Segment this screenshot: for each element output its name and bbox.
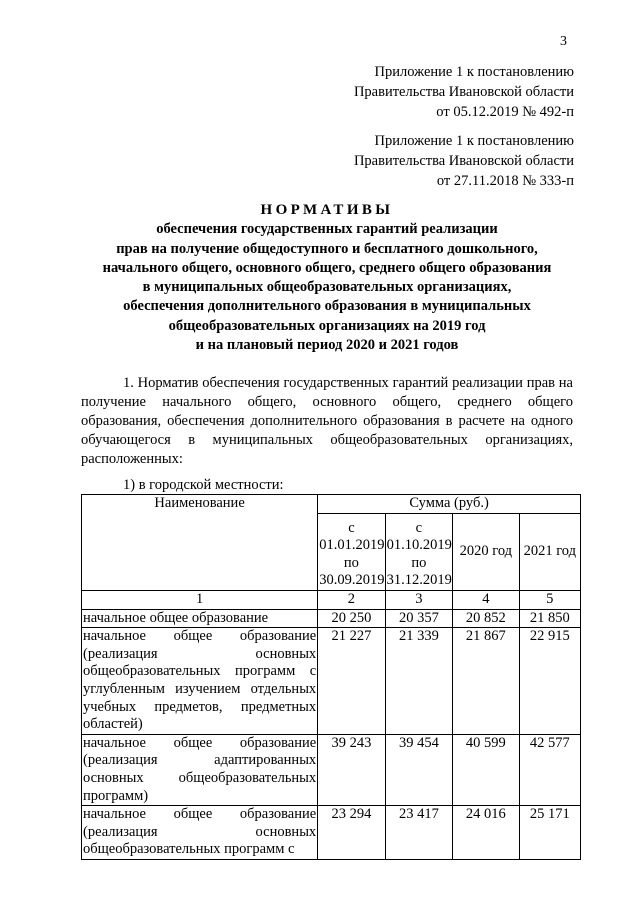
value-cell: 22 915 [519,628,580,735]
value-cell: 24 016 [453,806,519,860]
approval-date-line: от 27.11.2018 № 333-п [436,173,574,189]
page-number: 3 [560,34,567,49]
value-cell: 21 867 [453,628,519,735]
approval-line: Правительства Ивановской области [353,84,574,100]
table-header-row [82,495,581,514]
row-name: начальное общее образование (реализация основных общеобразовательных программ с [82,806,318,860]
table-row [82,609,581,628]
approval-line: Приложение 1 к постановлению [374,64,574,80]
value-cell: 20 250 [318,609,385,628]
value-cell: 23 417 [385,806,452,860]
table-row [82,806,581,860]
period-text: с [348,519,355,536]
value-cell: 42 577 [519,734,580,805]
row-name: начальное общее образование (реализация адаптированных основных общеобразовательных программ) [82,734,318,805]
period-text: с [415,519,423,536]
row-name: начальное общее образование (реализация основных общеобразовательных программ с углубленным изучением отдельных учебных предметов, предметных областей) [82,628,318,735]
section-subheading: 1) в городской местности: [123,477,284,493]
header-sum: Сумма (руб.) [318,495,581,514]
period-text: 01.10.2019 [386,537,452,554]
column-number-row [82,590,581,609]
title-line: прав на получение общедоступного и бесплатного дошкольного, [116,240,538,257]
title-main: НОРМАТИВЫ [260,202,394,218]
period-text: по [411,554,427,571]
title-line: и на плановый период 2020 и 2021 годов [195,337,459,354]
approval-block-original [354,131,574,191]
period-text: 31.12.2019 [386,572,452,589]
value-cell: 21 850 [519,609,580,628]
table-row [82,628,581,735]
title-line: общеобразовательных организациях на 2019 год [168,317,486,334]
value-cell: 39 243 [318,734,385,805]
period-text: 01.01.2019 [319,537,385,554]
value-cell: 20 357 [385,609,452,628]
approval-date-line: от 05.12.2019 № 492-п [436,104,574,120]
header-year-2021: 2021 год [519,513,580,590]
approval-block-current [354,62,574,122]
title-line: обеспечения государственных гарантий реализации [156,221,498,238]
value-cell: 23 294 [318,806,385,860]
header-period-2 [385,513,452,590]
table-row [82,734,581,805]
approval-line: Правительства Ивановской области [353,153,574,169]
value-cell: 25 171 [519,806,580,860]
value-cell: 39 454 [385,734,452,805]
period-text: по [343,554,359,571]
title-line: в муниципальных общеобразовательных организациях, [142,279,512,296]
column-number: 3 [385,590,452,609]
approval-line: Приложение 1 к постановлению [374,133,574,149]
column-number: 1 [82,590,318,609]
value-cell: 20 852 [453,609,519,628]
title-line: обеспечения дополнительного образования в муниципальных [123,298,531,315]
header-name: Наименование [82,495,318,591]
header-year-2020: 2020 год [453,513,519,590]
document-title [80,201,574,355]
row-name: начальное общее образование [82,609,318,628]
norms-table [81,494,581,860]
value-cell: 21 227 [318,628,385,735]
header-period-1 [318,513,385,590]
period-text: 30.09.2019 [319,572,385,589]
value-cell: 21 339 [385,628,452,735]
column-number: 4 [453,590,519,609]
paragraph-text: 1. Норматив обеспечения государственных гарантий реализации прав на получение начального общего, основного общего, среднего общего образования, обеспечения дополнительного образования в расчете на одного обучающегося в муниципальных общеобразовательных организациях, расположенных: [81,375,573,467]
column-number: 2 [318,590,385,609]
value-cell: 40 599 [453,734,519,805]
column-number: 5 [519,590,580,609]
title-line: начального общего, основного общего, среднего общего образования [102,259,552,276]
body-paragraph [81,374,573,469]
